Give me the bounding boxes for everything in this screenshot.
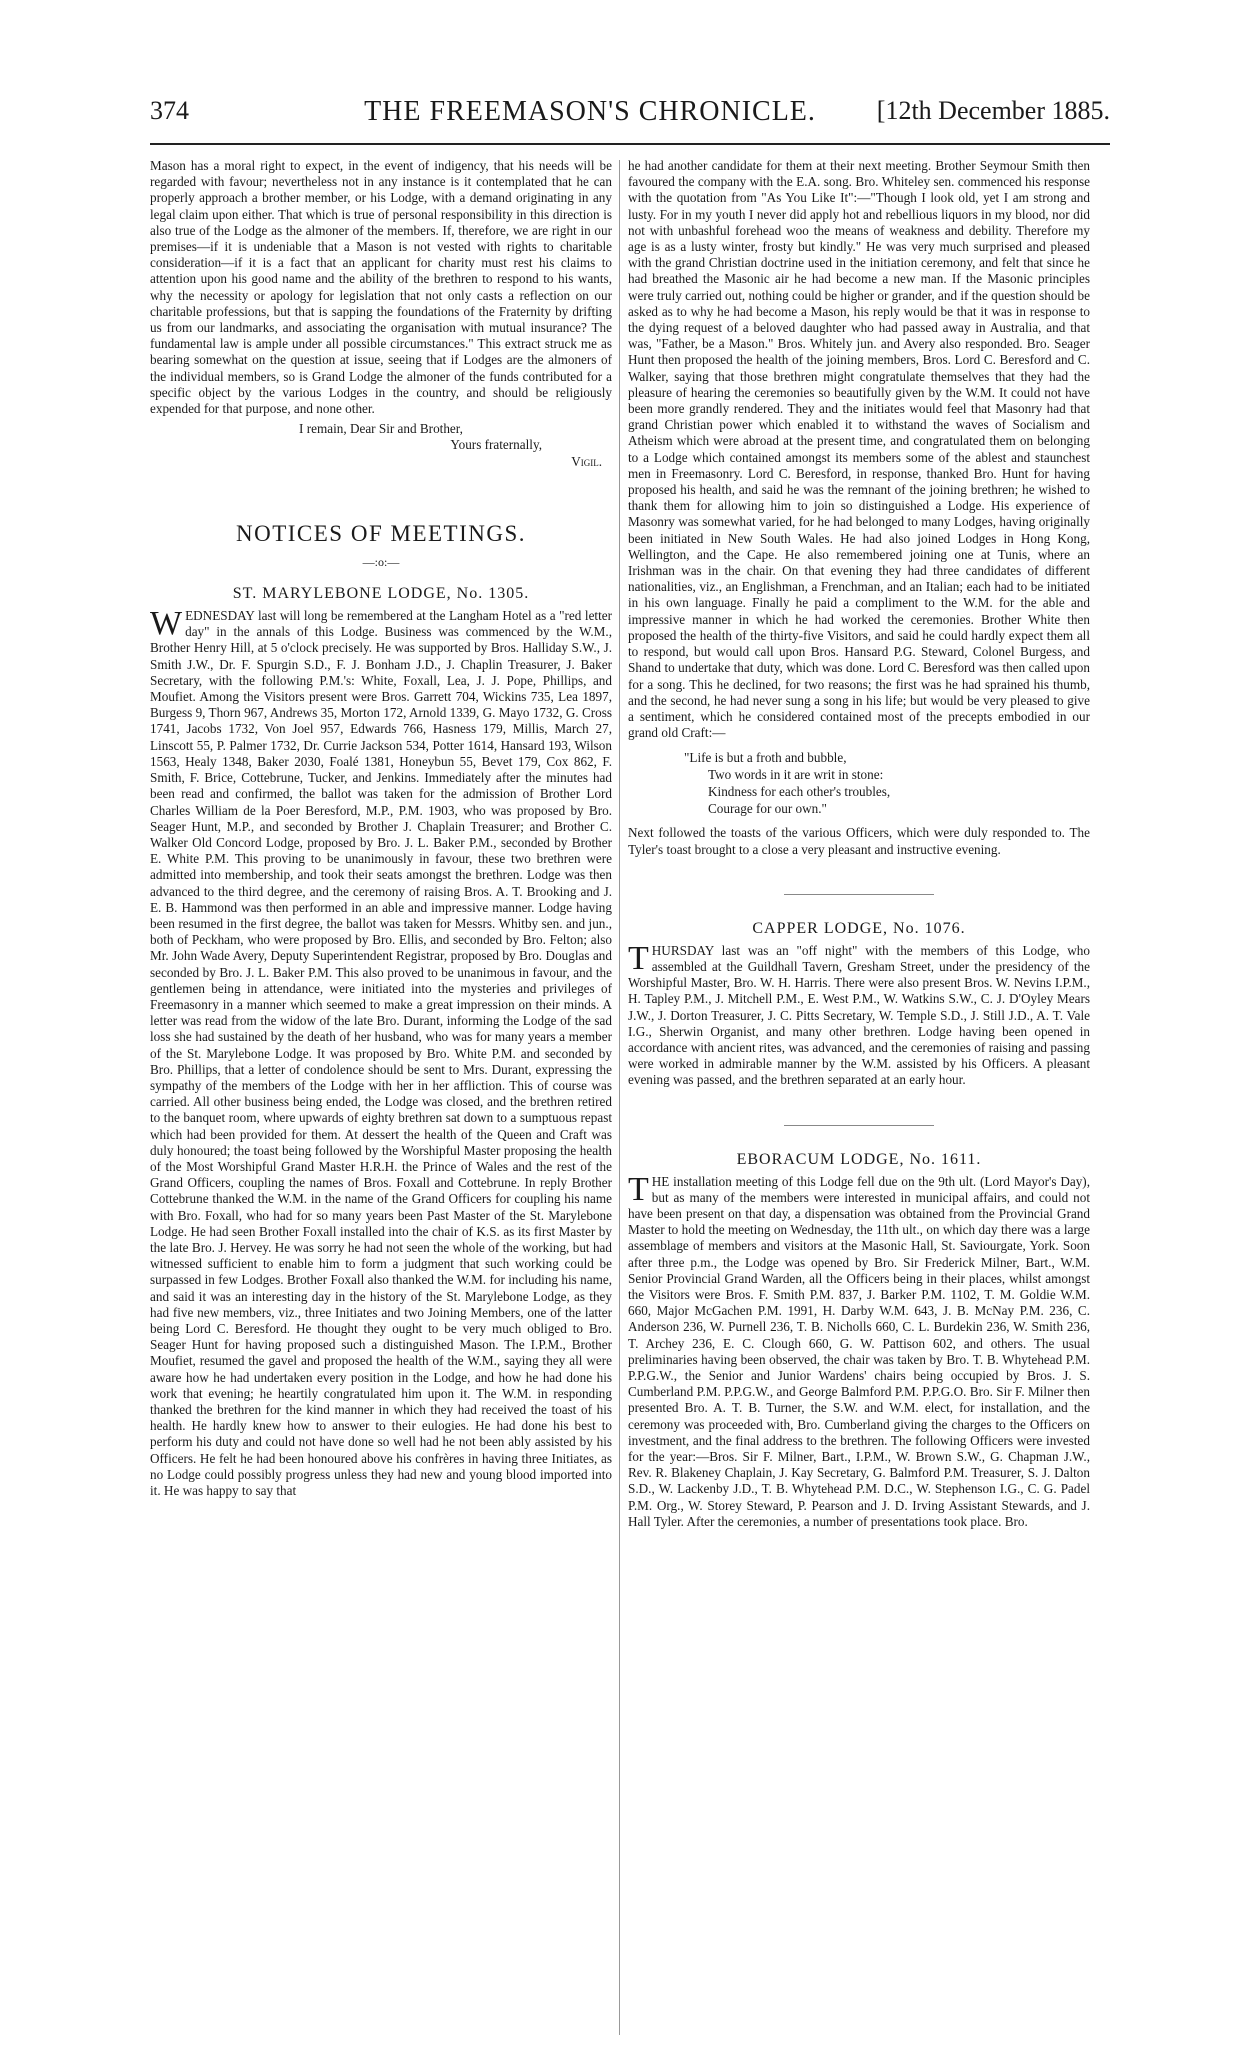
drop-cap: T (628, 939, 649, 977)
page-number: 374 (150, 96, 189, 125)
publication-title: THE FREEMASON'S CHRONICLE. (364, 96, 816, 127)
marylebone-paragraph-3: Next followed the toasts of the various Officers, which were duly responded to. The Tyler's toast brought to a close a very pleasant and instructive evening. (628, 825, 1090, 857)
capper-text: HURSDAY last was an "off night" with the members of this Lodge, who assembled at the Guildhall Tavern, Gresham Street, under the presidency of the Worshipful Master, Bro. W. H. Harris. There were also present Bros. W. Nevins I.P.M., H. Tapley P.M., J. Mitchell P.M., E. West P.M., W. Watkins S.W., C. J. D'Oyley Mears J.W., J. Dorton Treasurer, J. C. Pitts Secretary, W. Temple S.D., J. Still J.D., A. T. Vale I.G., Sherwin Organist, and many other brethren. Lodge having been opened in accordance with ancient rites, was advanced, and the ceremonies of raising and passing were worked in admirable manner by the W.M. assisted by his Officers. A pleasant evening was passed, and the brethren separated at an early hour. (628, 942, 1090, 1088)
poem-line: Courage for our own." (708, 801, 827, 817)
eboracum-paragraph (628, 1170, 1090, 1530)
section-rule (784, 1125, 934, 1126)
poem-line: "Life is but a froth and bubble, (684, 750, 847, 766)
column-divider (619, 160, 620, 2035)
drop-cap: T (628, 1170, 649, 1208)
right-column (628, 158, 1090, 2038)
marylebone-text-1: EDNESDAY last will long be remembered at the Langham Hotel as a "red letter day" in the annals of this Lodge. Business was commenced by the W.M., Brother Henry Hill, at 5 o'clock precisely. He was supported by Bros. Halliday S.W., J. Smith J.W., Dr. F. Spurgin S.D., F. J. Bonham J.D., J. Chaplin Treasurer, J. Baker Secretary, with the following P.M.'s: White, Foxall, Lea, J. J. Pope, Phillips, and Moufiet. Among the Visitors present were Bros. Garrett 704, Wickins 735, Lea 1897, Burgess 9, Thorn 967, Andrews 35, Morton 172, Arnold 1339, G. Mayo 1732, G. Cross 1741, Jacobs 1732, Von Joel 957, Edwards 766, Hasness 179, Millis, March 27, Linscott 55, P. Palmer 1732, Dr. Currie Jackson 534, Potter 1614, Hansard 193, Wilson 1563, Healy 1348, Baker 2030, Foalé 1381, Honeybun 55, Bevet 179, Cox 862, F. Smith, F. Brice, Cottebrune, Tucker, and Jenkins. Immediately after the minutes had been read and confirmed, the ballot was taken for the admission of Brother Lord Charles William de la Poer Beresford, M.P., P.M. 1903, who was proposed by Bro. Seager Hunt, M.P., and seconded by Brother J. Chaplain Treasurer; and Brother C. Walker Old Concord Lodge, proposed by Bro. J. L. Baker P.M., seconded by Brother E. White P.M. This proving to be unanimously in favour, these two brethren were admitted into membership, and took their seats amongst the brethren. Lodge was then advanced to the third degree, and the ceremony of raising Bros. A. T. Brooking and J. E. B. Hammond was then performed in an able and impressive manner. Lodge having been resumed in the first degree, the ballot was taken for Messrs. Whitby sen. and jun., both of Peckham, who were proposed by Bro. Ellis, and seconded by Bro. Felton; also Mr. John Wade Avery, Deputy Superintendent Registrar, proposed by Bro. Douglas and seconded by Bro. J. L. Baker P.M. This also proved to be unanimous in favour, and the gentlemen being in attendance, were initiated into the mysteries and privileges of Freemasonry in a manner which seemed to make a great impression on their minds. A letter was read from the widow of the late Bro. Durant, informing the Lodge of the sad loss she had sustained by the death of her husband, who was for many years a member of the St. Marylebone Lodge. It was proposed by Bro. White P.M. and seconded by Bro. Phillips, that a letter of condolence should be sent to Mrs. Durant, expressing the sympathy of the members of the Lodge with her in her affliction. This of course was carried. All other business being ended, the Lodge was closed, and the brethren retired to the banquet room, where upwards of eighty brethren sat down to a sumptuous repast which had been provided for them. At dessert the health of the Queen and Craft was duly honoured; the toast being followed by the Worshipful Master proposing the health of the Most Worshipful Grand Master H.R.H. the Prince of Wales and the rest of the Grand Officers, coupling the names of Bros. Foxall and Cottebrune. In reply Brother Cottebrune thanked the W.M. in the name of the Grand Officers for coupling his name with Bro. Foxall, who had for so many years been Past Master of the St. Marylebone Lodge. He had seen Brother Foxall installed into the chair of K.S. as its first Master by the late Bro. J. Hervey. He was sorry he had not seen the whole of the working, but had witnessed sufficient to enable him to form a judgment that such working could be surpassed in few Lodges. Brother Foxall also thanked the W.M. for including his name, and said it was an interesting day in the history of the St. Marylebone Lodge, as they had five new members, viz., three Initiates and two Joining Members, one of the latter being Lord C. Beresford. He thought they ought to be very much obliged to Bro. Seager Hunt for having proposed such a distinguished Mason. The I.P.M., Brother Moufiet, resumed the gavel and proposed the health of the W.M., saying they all were aware how he had undertaken every position in the Lodge, and how he had done his work that evening; he heartily congratulated him upon it. The W.M. in responding thanked the brethren for the kind manner in which they had received the toast of his health. He hardly knew how to answer to their eulogies. He had done his best to perform his duty and could not have done so well had he not been ably assisted by his Officers. He felt he had been honoured above his confrères in having three Initiates, as no Lodge could possibly progress unless they had new and young blood imported into it. He was happy to say that (150, 608, 612, 1499)
letter-signature: Vigil. (571, 453, 602, 469)
marylebone-heading: ST. MARYLEBONE LODGE, No. 1305. (232, 585, 530, 603)
issue-date: [12th December 1885. (876, 96, 1110, 125)
capper-heading: CAPPER LODGE, No. 1076. (752, 919, 966, 937)
poem-line: Two words in it are writ in stone: (708, 767, 884, 783)
capper-paragraph (628, 939, 1090, 1089)
marylebone-paragraph-1 (150, 605, 612, 1499)
section-rule (784, 894, 934, 895)
notices-title: NOTICES OF MEETINGS. (235, 520, 527, 546)
letter-closing: I remain, Dear Sir and Brother, (299, 421, 463, 437)
header-rule (150, 143, 1110, 145)
drop-cap: W (150, 605, 183, 643)
eboracum-heading: EBORACUM LODGE, No. 1611. (736, 1150, 982, 1168)
letter-body: Mason has a moral right to expect, in the event of indigency, that his needs will be regarded with favour; nevertheless not in any instance is it contemplated that he can properly approach a brother member, or his Lodge, with a demand originating in any legal claim upon either. That which is true of personal responsibility in this direction is also true of the Lodge as the almoner of the members. If, therefore, we are right in our premises—if it is undeniable that a Mason is not vested with rights to charitable consideration—if it is a fact that an applicant for charity must rest his claims to attention upon his good name and the ability of the brethren to respond to his wants, why the necessity or apology for legislation that not only casts a reflection on our charitable professions, but that is sapping the foundations of the Fraternity by drifting us from our landmarks, and associating the organisation with mutual insurance? The fundamental law is ample under all possible circumstances." This extract struck me as bearing somewhat on the question at issue, seeing that if Lodges are the almoners of the individual members, so is Grand Lodge the almoner of the funds contributed for a specific object by the various Lodges in the country, and should be religiously expended for that purpose, and none other. (150, 158, 612, 417)
letter-closing-2: Yours fraternally, (450, 437, 542, 453)
eboracum-text: HE installation meeting of this Lodge fell due on the 9th ult. (Lord Mayor's Day), but as many of the members were interested in municipal affairs, and could not have been present on that day, a dispensation was obtained from the Provincial Grand Master to hold the meeting on Wednesday, the 11th ult., on which day there was a large assemblage of members and visitors at the Masonic Hall, St. Saviourgate, York. Soon after three p.m., the Lodge was opened by Bro. Sir Frederick Milner, Bart., W.M. Senior Provincial Grand Warden, all the Officers being in their places, whilst amongst the Visitors were Bros. F. Smith P.M. 837, J. Barker P.M. 1102, T. M. Goldie W.M. 660, Major McGachen P.M. 1991, H. Darby W.M. 643, J. B. McNay P.M. 236, C. Anderson 236, W. Purnell 236, T. B. Nicholls 660, C. L. Burdekin 236, W. Smith 236, T. Archey 236, E. C. Clough 660, G. W. Pattison 602, and others. The usual preliminaries having been observed, the chair was taken by Bro. T. B. Whytehead P.M. P.P.G.W., the Senior and Junior Wardens' chairs being occupied by Bros. J. S. Cumberland P.M. P.P.G.W., and George Balmford P.M. P.P.G.O. Bro. Sir F. Milner then presented Bro. A. T. B. Turner, the S.W. and W.M. elect, for installation, and the ceremony was proceeded with, Bro. Cumberland giving the charges to the Officers on investment, and the final address to the brethren. The following Officers were invested for the year:—Bros. Sir F. Milner, Bart., I.P.M., W. Brown S.W., G. Chapman J.W., Rev. R. Blakeney Chaplain, J. Kay Secretary, G. Balmford P.M. Treasurer, S. J. Dalton S.D., W. Lackenby J.D., T. B. Whytehead P.M. D.C., W. Stephenson I.G., C. G. Padel P.M. Org., W. Storey Steward, P. Pearson and J. D. Irving Assistant Stewards, and J. Hall Tyler. After the ceremonies, a number of presentations took place. Bro. (628, 1173, 1090, 1529)
poem (684, 749, 1090, 817)
left-column (150, 158, 612, 2038)
marylebone-paragraph-2: he had another candidate for them at their next meeting. Brother Seymour Smith then favoured the company with the E.A. song. Bro. Whiteley sen. commenced his response with the quotation from "As You Like It":—"Though I look old, yet I am strong and lusty. For in my youth I never did apply hot and rebellious liquors in my blood, nor did not with unbashful forehead woo the means of weakness and debility. Therefore my age is as a lusty winter, frosty but kindly." He was very much surprised and pleased with the grand Christian doctrine used in the initiation ceremony, and felt that since he had breathed the Masonic air he had become a new man. If the Masonic principles were truly carried out, nothing could be higher or grander, and if the question should be asked as to why he had become a Mason, his reply would be that it was in response to the dying request of a beloved daughter who had passed away in Australia, and that was, "Father, be a Mason." Bros. Whitely jun. and Avery also responded. Bro. Seager Hunt then proposed the health of the joining members, Bros. Lord C. Beresford and C. Walker, saying that those brethren might congratulate themselves that they had the pleasure of hearing the ceremonies so beautifully given by the W.M. It could not have been more grandly rendered. They and the initiates would feel that Masonry had that grand Christian power which enabled it to withstand the waves of Socialism and Atheism which were abroad at the present time, and congratulated them on belonging to a Lodge which contained amongst its members some of the ablest and staunchest men in Freemasonry. Lord C. Beresford, in response, thanked Bro. Hunt for having proposed his health, and said he was the remnant of the joining brethren; he wished to thank them for allowing him to join so distinguished a Lodge. His experience of Masonry was somewhat varied, for he had belonged to many Lodges, having originally been initiated in New South Wales. He had also joined Lodges in Hong Kong, Wellington, and the Cape. He also remembered joining one at Tunis, where an Irishman was in the chair. On that evening they had three candidates of different nationalities, viz., an Englishman, a Frenchman, and an Italian; each had to be initiated in his own language. Finally he paid a compliment to the W.M. for the able and impressive manner in which he had worked the ceremonies. Brother White then proposed the health of the thirty-five Visitors, and said he could hardly expect them all to respond, but would call upon Bros. Hansard P.G. Steward, Colonel Burgess, and Shand to undertake that duty, which was done. Lord C. Beresford was then called upon for a song. This he declined, for two reasons; the first was he had sprained his thumb, and the second, he had never sung a song in his life; but would be very pleased to give a sentiment, which he considered contained most of the precepts embodied in our grand old Craft:— (628, 158, 1090, 741)
poem-line: Kindness for each other's troubles, (708, 784, 891, 800)
section-separator: —:o:— (362, 554, 400, 569)
page-header (150, 96, 1110, 136)
